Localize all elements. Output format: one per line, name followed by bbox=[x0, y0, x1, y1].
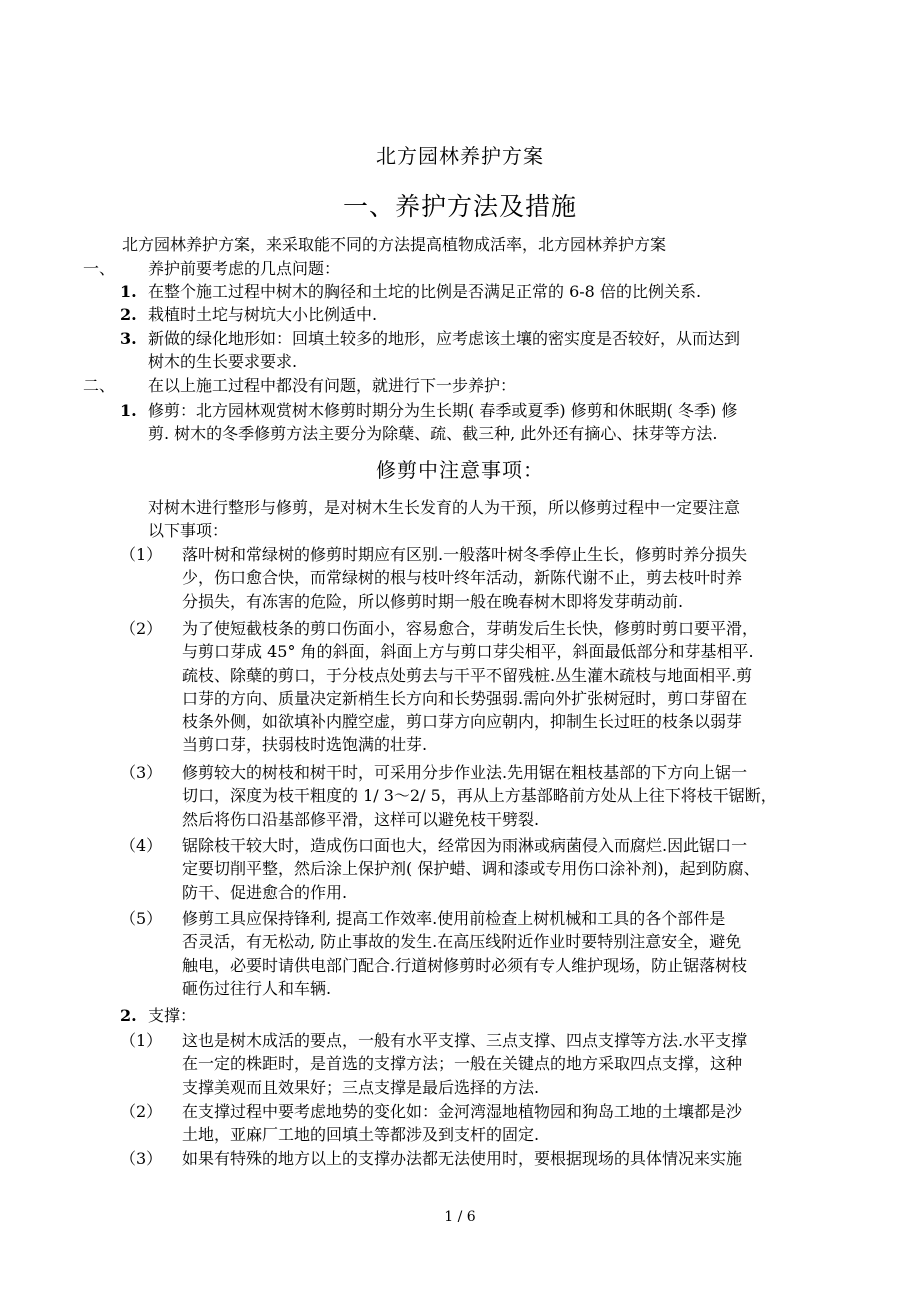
pruning-line-2: 剪. 树木的冬季修剪方法主要分为除蘖、疏、截三种, 此外还有摘心、抹芽等方法. bbox=[148, 424, 718, 444]
pruning-line-1: 修剪：北方园林观赏树木修剪时期分为生长期( 春季或夏季) 修剪和休眠期( 冬季) 修 bbox=[148, 401, 738, 420]
note-2-line-1: 为了使短截枝条的剪口伤面小，容易愈合，芽萌发后生长快，修剪时剪口要平滑， bbox=[182, 619, 759, 638]
note-4-line-2: 定要切削平整，然后涂上保护剂( 保护蜡、调和漆或专用伤口涂补剂)，起到防腐、 bbox=[182, 859, 760, 879]
notes-intro-line-1: 对树木进行整形与修剪，是对树木生长发育的人为干预，所以修剪过程中一定要注意 bbox=[148, 498, 741, 517]
note-1-line-2: 少，伤口愈合快，而常绿树的根与枝叶终年活动，新陈代谢不止，剪去枝叶时养 bbox=[182, 568, 743, 588]
support-3 bbox=[182, 1147, 742, 1170]
support-heading bbox=[148, 1004, 196, 1027]
notes-intro bbox=[148, 496, 740, 543]
page-number: 1 / 6 bbox=[444, 1209, 476, 1225]
part1-item-3-line-2: 树木的生长要求要求. bbox=[148, 352, 298, 372]
part1-item-1-number: 1. bbox=[120, 282, 137, 301]
note-2-line-4: 口芽的方向、质量决定新梢生长方向和长势强弱.需向外扩张树冠时，剪口芽留在 bbox=[182, 688, 748, 708]
note-1 bbox=[182, 543, 747, 613]
note-5-line-1: 修剪工具应保持锋利, 提高工作效率.使用前检查上树机械和工具的各个部件是 bbox=[182, 909, 726, 928]
note-2-number: （2） bbox=[120, 619, 163, 638]
note-1-line-3: 分损失，有冻害的危险，所以修剪时期一般在晚春树木即将发芽萌动前. bbox=[182, 591, 684, 611]
document-title: 北方园林养护方案 bbox=[376, 144, 544, 168]
support-2-line-1: 在支撑过程中要考虑地势的变化如：金河湾湿地植物园和狗岛工地的土壤都是沙 bbox=[182, 1102, 743, 1121]
support-3-line-1: 如果有特殊的地方以上的支撑办法都无法使用时，要根据现场的具体情况来实施 bbox=[182, 1149, 743, 1168]
note-4 bbox=[182, 834, 760, 904]
notes-title: 修剪中注意事项： bbox=[376, 458, 544, 482]
part2-marker: 二、 bbox=[83, 376, 116, 395]
support-number: 2. bbox=[120, 1006, 137, 1025]
note-2-line-3: 疏枝、除蘖的剪口，于分枝点处剪去与干平不留残桩.丛生灌木疏枝与地面相平.剪 bbox=[182, 665, 753, 685]
part1-item-2-number: 2. bbox=[120, 305, 137, 324]
note-5 bbox=[182, 907, 747, 1000]
note-2-line-6: 当剪口芽，扶弱枝时选饱满的壮芽. bbox=[182, 735, 428, 755]
note-5-line-2: 否灵活，有无松动, 防止事故的发生.在高压线附近作业时要特别注意安全，避免 bbox=[182, 932, 742, 952]
part1-item-2 bbox=[148, 303, 377, 326]
support-3-number: （3） bbox=[120, 1149, 163, 1168]
part1-marker: 一、 bbox=[83, 259, 116, 278]
intro-line: 北方园林养护方案，来采取能不同的方法提高植物成活率，北方园林养护方案 bbox=[122, 235, 667, 254]
support-1-number: （1） bbox=[120, 1031, 163, 1050]
pruning-number: 1. bbox=[120, 401, 137, 420]
note-4-line-1: 锯除枝干较大时，造成伤口面也大，经常因为雨淋或病菌侵入而腐烂.因此锯口一 bbox=[182, 836, 748, 855]
part1-item-2-line: 栽植时土坨与树坑大小比例适中. bbox=[148, 305, 378, 324]
part2-heading-text: 在以上施工过程中都没有问题，就进行下一步养护： bbox=[148, 376, 517, 395]
note-3-line-1: 修剪较大的树枝和树干时，可采用分步作业法.先用锯在粗枝基部的下方向上锯一 bbox=[182, 763, 748, 782]
part1-heading bbox=[148, 257, 340, 280]
note-5-number: （5） bbox=[120, 909, 163, 928]
note-3 bbox=[182, 761, 777, 831]
note-2-line-2: 与剪口芽成 45° 角的斜面，斜面上方与剪口芽尖相平，斜面最低部分和芽基相平. bbox=[182, 642, 754, 662]
note-4-line-3: 防干、促进愈合的作用. bbox=[182, 882, 348, 902]
pruning-paragraph bbox=[148, 399, 737, 446]
support-heading-text: 支撑： bbox=[148, 1006, 197, 1025]
note-2-line-5: 枝条外侧，如欲填补内膛空虚，剪口芽方向应朝内，抑制生长过旺的枝条以弱芽 bbox=[182, 712, 743, 732]
note-1-number: （1） bbox=[120, 545, 163, 564]
support-1-line-3: 支撑美观而且效果好；三点支撑是最后选择的方法. bbox=[182, 1077, 540, 1097]
support-2-line-2: 土地，亚麻厂工地的回填土等都涉及到支杆的固定. bbox=[182, 1125, 540, 1145]
part1-item-3 bbox=[148, 327, 740, 374]
support-1 bbox=[182, 1029, 747, 1099]
part1-item-3-line-1: 新做的绿化地形如：回填土较多的地形，应考虑该土壤的密实度是否较好，从而达到 bbox=[148, 329, 741, 348]
support-2 bbox=[182, 1100, 742, 1147]
intro-paragraph bbox=[122, 233, 666, 256]
part1-item-3-number: 3. bbox=[120, 329, 137, 348]
part1-item-1 bbox=[148, 280, 701, 303]
note-5-line-4: 砸伤过往行人和车辆. bbox=[182, 978, 332, 998]
note-5-line-3: 触电，必要时请供电部门配合.行道树修剪时必须有专人维护现场，防止锯落树枝 bbox=[182, 955, 748, 975]
support-1-line-2: 在一定的株距时，是首选的支撑方法；一般在关键点的地方采取四点支撑，这种 bbox=[182, 1054, 743, 1074]
part2-heading bbox=[148, 374, 516, 397]
note-3-line-2: 切口，深度为枝干粗度的 1/ 3～2/ 5，再从上方基部略前方处从上往下将枝干锯断， bbox=[182, 786, 777, 806]
note-4-number: （4） bbox=[120, 836, 163, 855]
note-2 bbox=[182, 617, 758, 757]
support-2-number: （2） bbox=[120, 1102, 163, 1121]
part1-item-1-line: 在整个施工过程中树木的胸径和土坨的比例是否满足正常的 6-8 倍的比例关系. bbox=[148, 282, 702, 301]
notes-intro-line-2: 以下事项： bbox=[148, 521, 229, 541]
note-1-line-1: 落叶树和常绿树的修剪时期应有区别.一般落叶树冬季停止生长，修剪时养分损失 bbox=[182, 545, 748, 564]
note-3-number: （3） bbox=[120, 763, 163, 782]
part1-heading-text: 养护前要考虑的几点问题： bbox=[148, 259, 341, 278]
note-3-line-3: 然后将伤口沿基部修平滑，这样可以避免枝干劈裂. bbox=[182, 809, 540, 829]
section-title: 一、养护方法及措施 bbox=[342, 192, 577, 221]
support-1-line-1: 这也是树木成活的要点，一般有水平支撑、三点支撑、四点支撑等方法.水平支撑 bbox=[182, 1031, 748, 1050]
